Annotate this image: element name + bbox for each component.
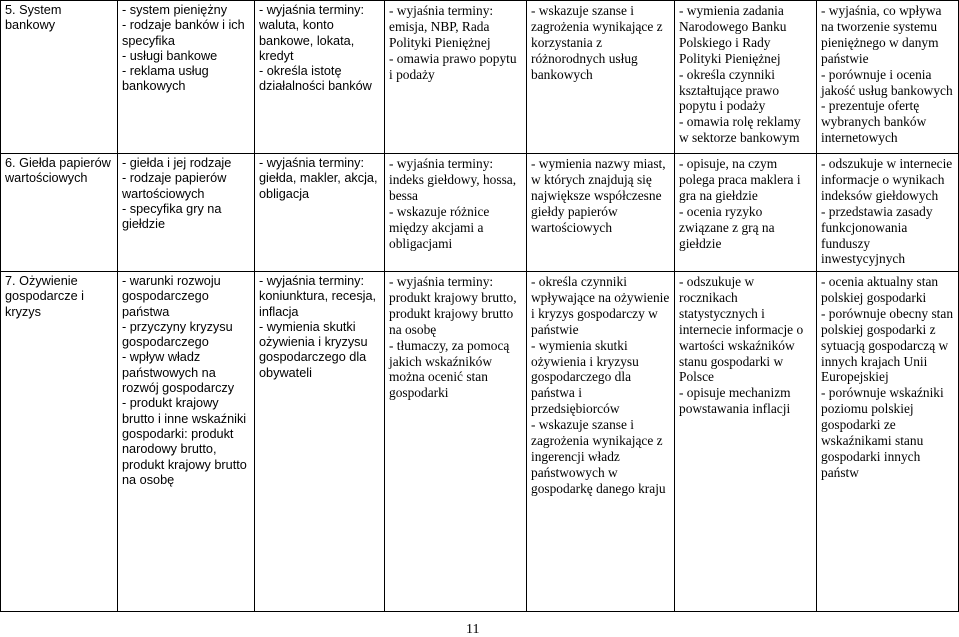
advanced-requirements-cell: - wymienia zadania Narodowego Banku Polskiego i Rady Polityki Pieniężnej - określa czynniki kształtujące prawo popytu i podaży - omawia rolę reklamy w sektorze bankowym xyxy=(675,1,817,154)
table-row-ozywienie xyxy=(1,272,959,612)
extended-requirements-cell: - wyjaśnia terminy: indeks giełdowy, hossa, bessa - wskazuje różnice między akcjami a obligacjami xyxy=(385,154,527,272)
topic-cell: 7. Ożywienie gospodarcze i kryzys xyxy=(1,272,118,612)
topic-cell: 5. System bankowy xyxy=(1,1,118,154)
table-row-system-bankowy xyxy=(1,1,959,154)
excellent-requirements-cell: - odszukuje w internecie informacje o wynikach indeksów giełdowych - przedstawia zasady funkcjonowania funduszy inwestycyjnych xyxy=(817,154,959,272)
topic-cell: 6. Giełda papierów wartościowych xyxy=(1,154,118,272)
content-cell: - giełda i jej rodzaje - rodzaje papierów wartościowych - specyfika gry na giełdzie xyxy=(118,154,255,272)
advanced-requirements-cell: - opisuje, na czym polega praca maklera i gra na giełdzie - ocenia ryzyko związane z grą na giełdzie xyxy=(675,154,817,272)
basic-requirements-cell: - wyjaśnia terminy: waluta, konto bankowe, lokata, kredyt - określa istotę działalności banków xyxy=(255,1,385,154)
table-row-gielda xyxy=(1,154,959,272)
excellent-requirements-cell: - wyjaśnia, co wpływa na tworzenie systemu pieniężnego w danym państwie - porównuje i ocenia jakość usług bankowych - prezentuje ofertę wybranych banków internetowych xyxy=(817,1,959,154)
complete-requirements-cell: - wymienia nazwy miast, w których znajdują się największe współczesne giełdy papierów wartościowych xyxy=(527,154,675,272)
complete-requirements-cell: - określa czynniki wpływające na ożywienie i kryzys gospodarczy w państwie - wymienia skutki ożywienia i kryzysu gospodarczego dla państwa i przedsiębiorców - wskazuje szanse i zagrożenia wynikające z ingerencji władz państwowych w gospodarkę danego kraju xyxy=(527,272,675,612)
page-number: 11 xyxy=(466,622,480,637)
content-cell: - system pieniężny - rodzaje banków i ich specyfika - usługi bankowe - reklama usług bankowych xyxy=(118,1,255,154)
content-cell: - warunki rozwoju gospodarczego państwa - przyczyny kryzysu gospodarczego - wpływ władz państwowych na rozwój gospodarczy - produkt krajowy brutto i inne wskaźniki gospodarki: produkt narodowy brutto, produkt krajowy brutto na osobę xyxy=(118,272,255,612)
advanced-requirements-cell: - odszukuje w rocznikach statystycznych i internecie informacje o wartości wskaźników stanu gospodarki w Polsce - opisuje mechanizm powstawania inflacji xyxy=(675,272,817,612)
extended-requirements-cell: - wyjaśnia terminy: produkt krajowy brutto, produkt krajowy brutto na osobę - tłumaczy, za pomocą jakich wskaźników można ocenić stan gospodarki xyxy=(385,272,527,612)
extended-requirements-cell: - wyjaśnia terminy: emisja, NBP, Rada Polityki Pieniężnej - omawia prawo popytu i podaży xyxy=(385,1,527,154)
excellent-requirements-cell: - ocenia aktualny stan polskiej gospodarki - porównuje obecny stan polskiej gospodarki z sytuacją gospodarczą w innych krajach Unii Europejskiej - porównuje wskaźniki poziomu polskiej gospodarki ze wskaźnikami stanu gospodarki innych państw xyxy=(817,272,959,612)
basic-requirements-cell: - wyjaśnia terminy: koniunktura, recesja, inflacja - wymienia skutki ożywienia i kryzysu gospodarczego dla obywateli xyxy=(255,272,385,612)
complete-requirements-cell: - wskazuje szanse i zagrożenia wynikające z korzystania z różnorodnych usług bankowych xyxy=(527,1,675,154)
basic-requirements-cell: - wyjaśnia terminy: giełda, makler, akcja, obligacja xyxy=(255,154,385,272)
